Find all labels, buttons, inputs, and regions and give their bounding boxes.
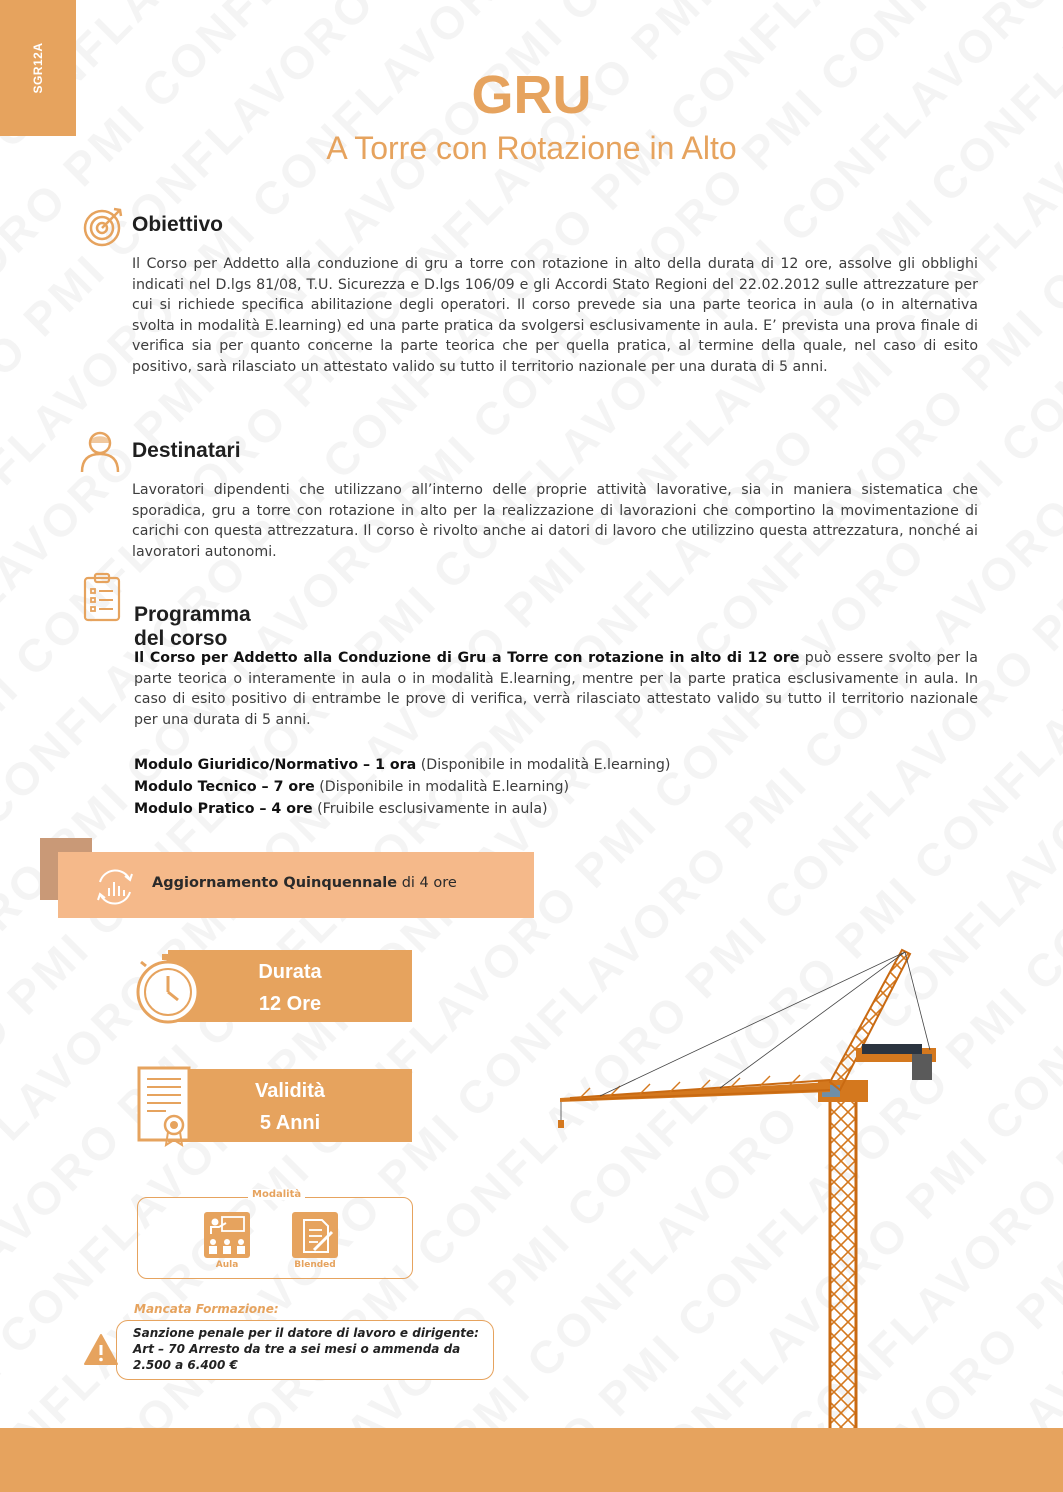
modalita-label: Modalità (248, 1189, 305, 1200)
module-item (134, 776, 670, 798)
stopwatch-icon (132, 950, 204, 1026)
aggiornamento-bold: Aggiornamento Quinquennale (152, 875, 398, 891)
obiettivo-text: Il Corso per Addetto alla conduzione di gru a torre con rotazione in alto della durata di 12 ore, assolve gli obblighi indicati nel D.lgs 81/08, T.U. Sicurezza e D.lgs 106/09 e gli Accordi Stato Regioni del 22.02.2012 sulle attrezzature per cui si richiede specifica abilitazione degli operatori. Il corso prevede sia una parte teorica in aula (o in alternativa svolta in modalità E.learning) ed una parte pratica da svolgersi esclusivamente in aula. E’ prevista una prova finale di verifica sia per quanto concerne la parte teorica che per quella pratica, al termine della quale, nel caso di esito positivo, sarà rilasciato un attestato valido su tutto il territorio nazionale per una durata di 5 anni. (132, 256, 978, 375)
page-subtitle: A Torre con Rotazione in Alto (326, 130, 737, 166)
programma-intro-rest: può essere svolto per la parte teorica o interamente in aula o in modalità E.learning, mentre per la parte pratica esclusivamente in aula. In caso di esito positivo di entrambe le prove di verifica, verrà rilasciato attestato valido su tutto il territorio nazionale per una durata di 5 anni. (134, 650, 978, 728)
modalita-option-blended: Blended (294, 1260, 336, 1270)
durata-box (168, 950, 412, 1022)
tower-crane-image (540, 930, 940, 1430)
module-item (134, 754, 670, 776)
destinatari-text: Lavoratori dipendenti che utilizzano all’interno delle proprie attività lavorative, sia in maniera sistematica che sporadica, gru a torre con rotazione in alto per la realizzazione di lavorazioni che comportino la movimentazione di carichi con questa attrezzatura. Il corso è rivolto anche ai datori di lavoro che utilizzino questa attrezzatura, nonché ai lavoratori autonomi. (132, 482, 978, 560)
durata-label: Durata (258, 961, 322, 983)
sanzione-box (116, 1320, 494, 1380)
validita-box (168, 1069, 412, 1142)
modalita-option-aula: Aula (215, 1260, 239, 1270)
programma-text (134, 648, 978, 730)
module-item (134, 798, 670, 820)
mancata-label: Mancata Formazione: (134, 1302, 279, 1316)
validita-label: Validità (254, 1080, 326, 1102)
sanzione-text: Sanzione penale per il datore di lavoro e dirigente: Art – 70 Arresto da tre a sei mesi o ammenda da 2.500 a 6.400 € (133, 1326, 479, 1372)
module-name: Modulo Tecnico – 7 ore (134, 779, 315, 795)
warning-icon (83, 1333, 119, 1367)
refresh-chart-icon (92, 864, 138, 910)
validita-value: 5 Anni (259, 1112, 321, 1134)
clipboard-icon (82, 572, 122, 622)
module-name: Modulo Pratico – 4 ore (134, 801, 313, 817)
modalita-box (137, 1189, 413, 1279)
certificate-icon (136, 1065, 196, 1147)
page-title: GRU (471, 65, 592, 125)
aggiornamento-text (152, 875, 457, 891)
durata-value: 12 Ore (258, 993, 322, 1015)
aggiornamento-banner (40, 838, 534, 918)
target-icon (80, 205, 124, 251)
module-name: Modulo Giuridico/Normativo – 1 ora (134, 757, 417, 773)
course-code: SGR12A (31, 42, 45, 94)
user-icon (78, 428, 124, 474)
module-note: (Disponibile in modalità E.learning) (314, 779, 569, 795)
footer-bar (0, 1428, 1063, 1492)
destinatari-heading: Destinatari (132, 439, 241, 462)
module-note: (Fruibile esclusivamente in aula) (312, 801, 548, 817)
programma-intro-bold: Il Corso per Addetto alla Conduzione di Gru a Torre con rotazione in alto di 12 ore (134, 650, 800, 666)
modules-list (134, 754, 670, 820)
classroom-icon (204, 1212, 250, 1258)
obiettivo-heading: Obiettivo (132, 213, 224, 236)
blended-icon (292, 1212, 338, 1258)
aggiornamento-rest: di 4 ore (397, 875, 457, 891)
programma-heading: Programma del corso (134, 603, 251, 650)
module-note: (Disponibile in modalità E.learning) (416, 757, 671, 773)
